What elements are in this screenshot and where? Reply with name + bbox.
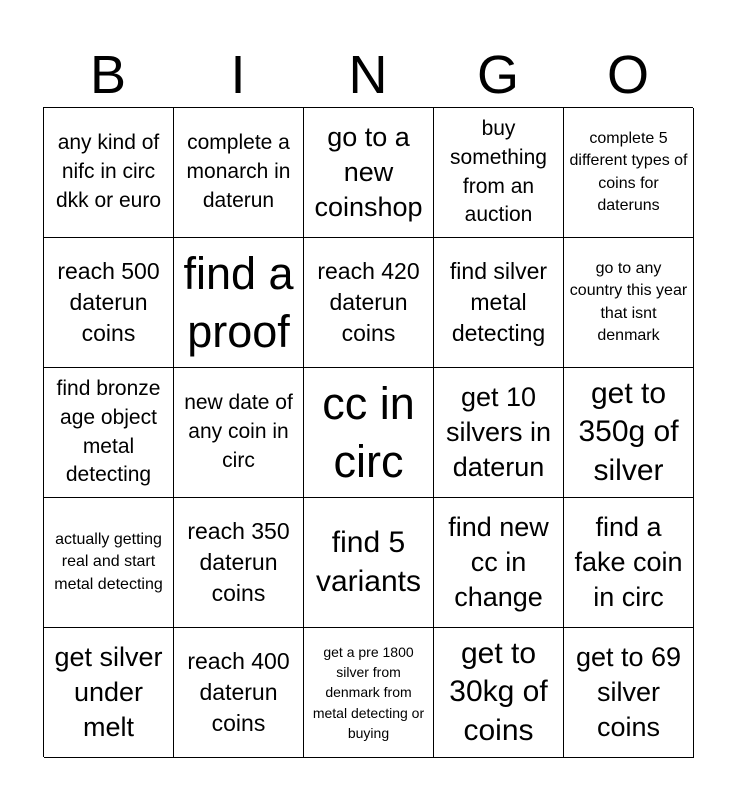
cell-text: new date of any coin in circ: [184, 391, 293, 472]
bingo-cell[interactable]: [434, 368, 564, 498]
cell-text: go to a new coinshop: [314, 121, 423, 223]
cell-text: actually getting real and start metal detecting: [54, 530, 163, 593]
bingo-cell[interactable]: [564, 238, 694, 368]
bingo-cell[interactable]: [434, 238, 564, 368]
cell-text: cc in circ: [322, 378, 415, 487]
cell-text: find new cc in change: [448, 511, 549, 613]
bingo-header: [43, 44, 693, 106]
bingo-cell[interactable]: [564, 108, 694, 238]
cell-text: find a proof: [183, 248, 294, 357]
bingo-cell[interactable]: [44, 108, 174, 238]
bingo-cell[interactable]: [174, 628, 304, 758]
cell-text: buy something from an auction: [450, 116, 547, 227]
cell-text: get to 350g of silver: [578, 376, 679, 487]
bingo-cell[interactable]: [434, 108, 564, 238]
cell-text: complete 5 different types of coins for dateruns: [569, 129, 688, 214]
bingo-cell[interactable]: [304, 498, 434, 628]
cell-text: any kind of nifc in circ dkk or euro: [55, 131, 162, 212]
header-letter-n: N: [348, 45, 388, 105]
cell-text: get a pre 1800 silver from denmark from metal detecting or buying: [312, 643, 425, 741]
bingo-cell[interactable]: [44, 238, 174, 368]
header-letter-i: I: [230, 45, 246, 105]
bingo-cell[interactable]: [304, 368, 434, 498]
bingo-cell[interactable]: [174, 498, 304, 628]
cell-text: find 5 variants: [315, 526, 422, 598]
bingo-cell[interactable]: [564, 498, 694, 628]
cell-text: reach 350 daterun coins: [187, 517, 290, 607]
bingo-cell[interactable]: [174, 108, 304, 238]
cell-text: get to 30kg of coins: [449, 636, 548, 747]
cell-text: reach 400 daterun coins: [187, 647, 290, 737]
cell-text: get silver under melt: [54, 641, 163, 743]
bingo-cell[interactable]: [174, 238, 304, 368]
cell-text: get 10 silvers in daterun: [445, 381, 552, 483]
cell-text: reach 500 daterun coins: [57, 257, 160, 347]
cell-text: find bronze age object metal detecting: [56, 376, 161, 487]
bingo-board: [43, 107, 693, 757]
bingo-cell[interactable]: [434, 628, 564, 758]
bingo-cell[interactable]: [434, 498, 564, 628]
bingo-cell[interactable]: [44, 628, 174, 758]
cell-text: find a fake coin in circ: [574, 511, 683, 613]
cell-text: find silver metal detecting: [449, 257, 548, 347]
bingo-cell[interactable]: [304, 628, 434, 758]
bingo-cell[interactable]: [304, 108, 434, 238]
cell-text: complete a monarch in daterun: [186, 131, 291, 212]
bingo-cell[interactable]: [44, 368, 174, 498]
bingo-cell[interactable]: [564, 628, 694, 758]
header-letter-g: G: [476, 45, 519, 105]
cell-text: get to 69 silver coins: [575, 641, 682, 743]
header-letter-o: O: [606, 45, 649, 105]
bingo-cell[interactable]: [304, 238, 434, 368]
cell-text: reach 420 daterun coins: [317, 257, 420, 347]
cell-text: go to any country this year that isnt denmark: [569, 259, 688, 344]
header-letter-b: B: [89, 45, 127, 105]
bingo-cell[interactable]: [44, 498, 174, 628]
bingo-cell[interactable]: [174, 368, 304, 498]
bingo-cell[interactable]: [564, 368, 694, 498]
